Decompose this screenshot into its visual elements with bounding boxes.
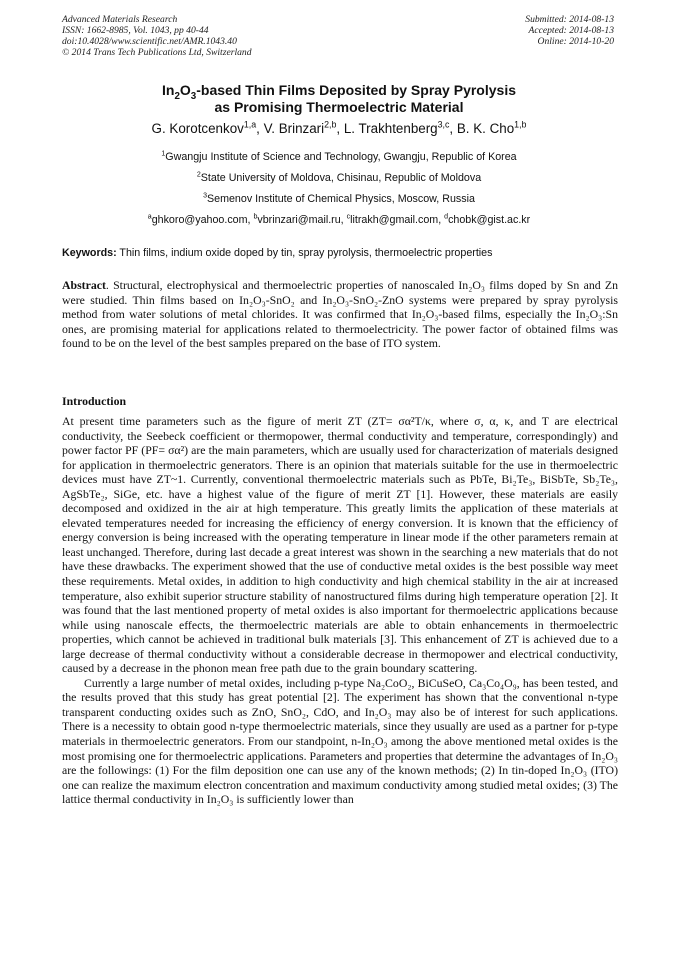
- paragraph: At present time parameters such as the figure of merit ZT (ZT= σα²T/κ, where σ, α, κ, and T are electrical conductivity, the Seebeck coefficient or thermopower, thermal conductivity and temperature, correspondingly) and power factor PF (PF= σα²) are the main parameters, which are usually used for characterization of materials designed for application in thermoelectric generators. There is an opinion that materials suitable for the use in thermoelectric devices must have ZT~1. Currently, conventional thermoelectric materials such as PbTe, Bi₂Te₃, BiSbTe, Sb₂Te₃, AgSbTe₂, SiGe, etc. have a highest value of the figure of merit ZT [1]. However, these materials are easily decomposed and oxidized in the air at high temperature. This greatly limits the application of these materials at elevated temperatures needed for increasing the efficiency of energy conversion. It is known that the efficiency of energy conversion is being increased with the operating temperature in linear mode if the other parameters remain at least unchanged. Therefore, during last decade a great interest was shown in the searching a new materials that do not have these drawbacks. The experiment showed that the use of conductive metal oxides is the best possible way meet these requirements. Metal oxides, in addition to high conductivity and high chemical stability in the air at increased temperature, also exhibit superior structure stability of nanostructured films during high temperature operation [2]. It was found that the last mentioned property of metal oxides is also important for thermoelectric applications because while using nanoscale effects, the thermoelectric materials are able to obtain enhancements in thermoelectric properties, which cannot be achieved in traditional bulk materials [3]. This enhancement of ZT is achieved due to a large decrease of thermal conductivity without a considerable decrease in thermopower and electrical conductivity, caused by a decrease in the phonon mean free path due to the grain boundary scattering.: [62, 414, 618, 676]
- submitted-date: Submitted: 2014-08-13: [525, 14, 614, 25]
- doi-line: doi:10.4028/www.scientific.net/AMR.1043.40: [62, 36, 237, 47]
- paper-title: [0, 82, 678, 116]
- affiliation-2: $^2$State University of Moldova, Chisinau, Republic of Moldova: [196, 171, 482, 184]
- section-heading-introduction: Introduction: [62, 394, 127, 408]
- author-emails: $^a$ghkoro@yahoo.com, $^b$vbrinzari@mail.ru, $^c$litrakh@gmail.com, $^d$chobk@gist.ac.kr: [147, 213, 531, 226]
- issn-line: ISSN: 1662-8985, Vol. 1043, pp 40-44: [62, 25, 209, 36]
- keywords-label: Keywords:: [62, 247, 117, 259]
- email-link[interactable]: vbrinzari@mail.ru,: [257, 214, 347, 226]
- affiliation-3: $^3$Semenov Institute of Chemical Physics, Moscow, Russia: [203, 192, 475, 205]
- copyright-line: © 2014 Trans Tech Publications Ltd, Switzerland: [62, 47, 252, 58]
- accepted-date: Accepted: 2014-08-13: [528, 25, 614, 36]
- abstract-label: Abstract: [62, 278, 106, 292]
- title-line-1: $In_2O_3$-based Thin Films Deposited by Spray Pyrolysis: [161, 82, 516, 102]
- keywords-text: Thin films, indium oxide doped by tin, spray pyrolysis, thermoelectric properties: [119, 247, 493, 259]
- title-line-2: as Promising Thermoelectric Material: [214, 99, 464, 115]
- keywords: [62, 247, 618, 260]
- online-date: Online: 2014-10-20: [537, 36, 614, 47]
- email-link[interactable]: litrakh@gmail.com,: [350, 214, 445, 226]
- abstract: [62, 278, 618, 351]
- abstract-text: . Structural, electrophysical and thermoelectric properties of nanoscaled In₂O₃ films doped by Sn and Zn were studied. Thin films based on In₂O₃-SnO₂ and In₂O₃-SnO₂-ZnO systems were prepared by spray pyrolysis method from water solutions of metal chlorides. It was confirmed that In₂O₃-based films, especially the In₂O₃:Sn ones, are promising material for applications related to thermoelectricity. The power factor of obtained films was found to be on the level of the best samples prepared on the base of ITO system.: [62, 278, 618, 351]
- paragraph: Currently a large number of metal oxides, including p-type Na₂CoO₂, BiCuSeO, Ca₃Co₄O₉, has been tested, and the results proved that this study has great potential [2]. The experiment has shown that the conventional n-type transparent conducting oxides such as ZnO, SnO₂, CdO, and In₂O₃ may also be of interest for such applications. There is a necessity to obtain good n-type thermoelectric materials, since they usually are used as a partner for p-type materials in thermoelectric generators. From our standpoint, n-In₂O₃ among the above mentioned metal oxides is the most promising one for thermoelectric applications. Parameters and properties that determine the advantages of In₂O₃ are the followings: (1) For the film deposition one can use any of the known methods; (2) In tin-doped In₂O₃ (ITO) one can realize the maximum electron concentration and maximum conductivity among studied metal oxides; (3) The lattice thermal conductivity in In₂O₃ is sufficiently lower than: [62, 675, 618, 807]
- journal-name: Advanced Materials Research: [62, 14, 178, 25]
- introduction-body: [62, 414, 618, 807]
- affiliation-1: $^1$Gwangju Institute of Science and Technology, Gwangju, Republic of Korea: [161, 150, 517, 163]
- email-link[interactable]: ghkoro@yahoo.com,: [151, 214, 254, 226]
- journal-header: [62, 14, 252, 58]
- dates-header: [525, 14, 614, 47]
- author-list: G. Korotcenkov$^{1,a}$, V. Brinzari$^{2,b}$, L. Trakhtenberg$^{3,c}$, B. K. Cho$^{1,b}$: [151, 119, 527, 136]
- email-link[interactable]: chobk@gist.ac.kr: [448, 214, 531, 226]
